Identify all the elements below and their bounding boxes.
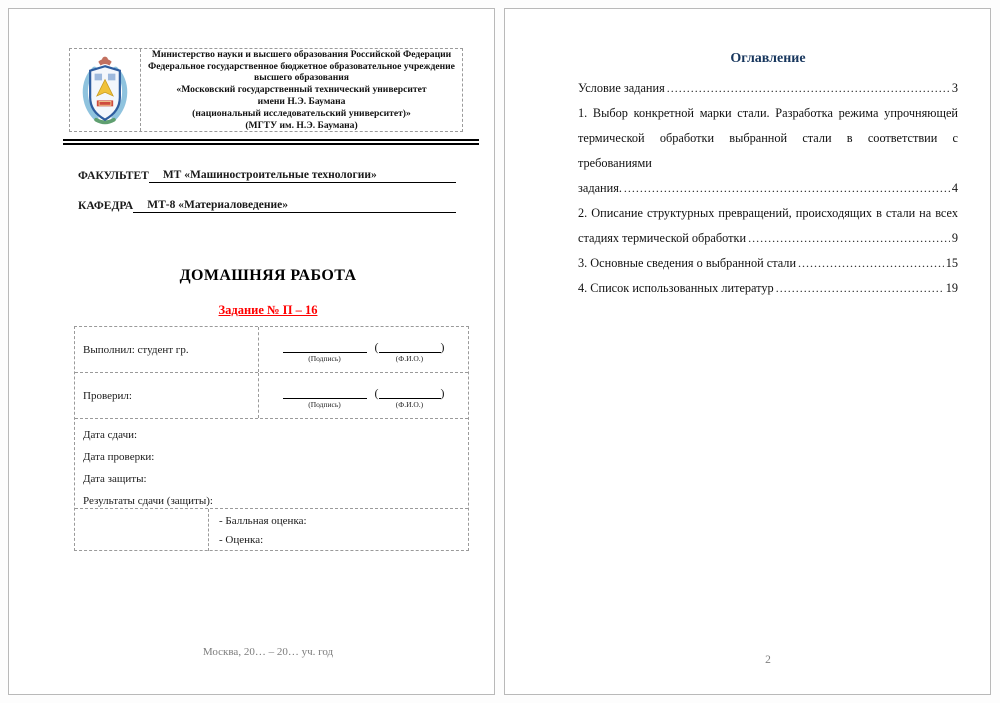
executed-label: Выполнил: студент гр. (75, 327, 259, 372)
header-line: «Московский государственный технический университет (176, 84, 427, 96)
dates-cell (75, 419, 468, 509)
university-header (69, 48, 463, 132)
header-line: (национальный исследовательский университет)» (192, 107, 411, 119)
toc-entry-text: 1. Выбор конкретной марки стали. Разработка режима упрочняющей (578, 106, 958, 120)
toc-entry-text: 4. Список использованных литератур (578, 281, 774, 295)
toc-page-ref: 9 (951, 231, 958, 245)
fio-caption: (Ф.И.О.) (395, 353, 424, 363)
toc-page[interactable] (504, 8, 991, 695)
signature-caption: (Подпись) (308, 353, 341, 363)
score-line: - Балльная оценка: (219, 515, 307, 527)
university-logo (70, 49, 141, 131)
university-emblem-icon (79, 54, 131, 126)
dot-leader (624, 176, 950, 201)
paren-open: ( (374, 385, 379, 400)
faculty-label: ФАКУЛЬТЕТ (78, 170, 149, 182)
assignment-number: Задание № П – 16 (218, 303, 318, 317)
department-label: КАФЕДРА (78, 200, 134, 212)
toc-entry[interactable] (578, 276, 958, 301)
dot-leader (776, 276, 944, 301)
document-title: ДОМАШНЯЯ РАБОТА (179, 267, 357, 284)
toc-page-ref: 19 (945, 281, 958, 295)
header-line: Федеральное государственное бюджетное образовательное учреждение (148, 60, 455, 72)
table-row-executed (75, 327, 468, 373)
date-line: Результаты сдачи (защиты): (83, 495, 213, 507)
page-number: 2 (765, 654, 771, 666)
toc-entry[interactable] (578, 101, 958, 201)
fio-blank-line (379, 341, 441, 353)
fio-blank-line (379, 387, 441, 399)
date-line: Дата защиты: (83, 473, 147, 485)
paren-open: ( (374, 339, 379, 354)
signature-blank-line (283, 341, 367, 353)
university-name-block (141, 49, 462, 131)
toc-entry-text: Условие задания (578, 81, 665, 95)
executed-signature-cell (259, 327, 468, 372)
toc-entry[interactable] (578, 201, 958, 251)
faculty-field (78, 169, 456, 183)
signature-table (74, 326, 469, 551)
scores-cell (209, 509, 468, 551)
toc-entry-text: стадиях термической обработки (578, 231, 747, 245)
paren-close: ) (440, 339, 445, 354)
toc-page-ref: 15 (945, 256, 958, 270)
table-row-checked (75, 373, 468, 419)
toc-entry[interactable] (578, 76, 958, 101)
toc-entry-text: термической обработки выбранной стали в соответствии с требованиями (578, 131, 958, 170)
department-field (78, 199, 456, 213)
date-line: Дата сдачи: (83, 429, 138, 441)
city-year-footer: Москва, 20… – 20… уч. год (202, 646, 334, 658)
toc-list (578, 76, 958, 301)
toc-entry-text: 2. Описание структурных превращений, происходящих в стали на всех (578, 206, 958, 220)
header-line: имени Н.Э. Баумана (257, 95, 346, 107)
header-line: Министерство науки и высшего образования Российской Федерации (151, 48, 452, 60)
scores-empty-cell (75, 509, 209, 551)
fio-caption: (Ф.И.О.) (395, 399, 424, 409)
faculty-value: МТ «Машиностроительные технологии» (149, 169, 456, 183)
toc-entry[interactable] (578, 251, 958, 276)
dot-leader (798, 251, 944, 276)
header-line: высшего образования (254, 72, 349, 84)
toc-page-ref: 3 (951, 81, 958, 95)
dot-leader (667, 76, 950, 101)
signature-blank-line (283, 387, 367, 399)
toc-entry-text: задания. (578, 181, 622, 195)
signature-caption: (Подпись) (308, 399, 341, 409)
toc-title: Оглавление (730, 51, 806, 66)
department-value: МТ-8 «Материаловедение» (133, 199, 456, 213)
toc-entry-text: 3. Основные сведения о выбранной стали (578, 256, 797, 270)
toc-page-ref: 4 (951, 181, 958, 195)
checked-signature-cell (259, 373, 468, 418)
divider-double-line (63, 139, 479, 145)
title-page[interactable] (8, 8, 495, 695)
score-line: - Оценка: (219, 534, 264, 546)
checked-label: Проверил: (75, 373, 259, 418)
paren-close: ) (440, 385, 445, 400)
header-line: (МГТУ им. Н.Э. Баумана) (245, 119, 358, 131)
date-line: Дата проверки: (83, 451, 155, 463)
table-row-scores (75, 509, 468, 551)
dot-leader (748, 226, 950, 251)
